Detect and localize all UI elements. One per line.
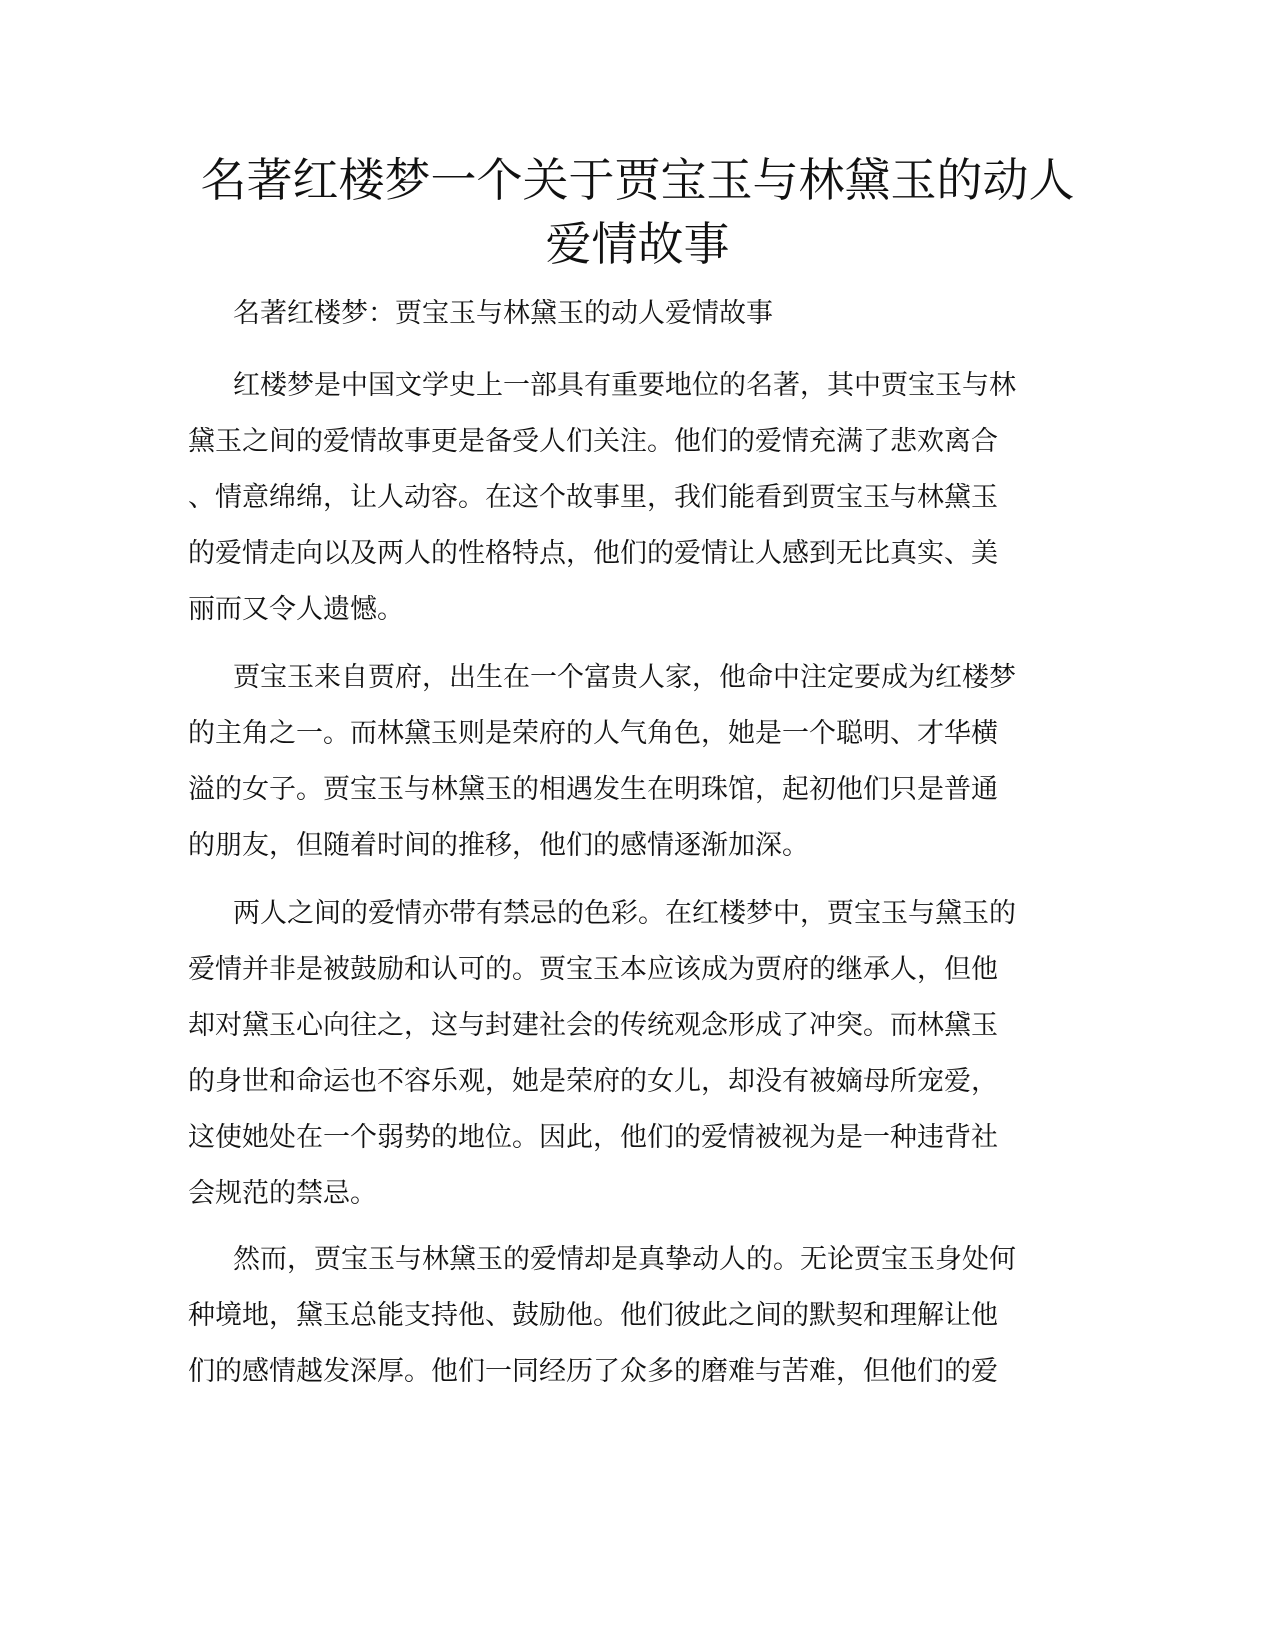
text-line: 种境地，黛玉总能支持他、鼓励他。他们彼此之间的默契和理解让他 [188,1300,998,1331]
title-line-2: 爱情故事 [545,217,730,271]
text-line: 的主角之一。而林黛玉则是荣府的人气角色，她是一个聪明、才华横 [188,718,998,749]
paragraph-sincerity [188,1232,1088,1400]
text-line: 的爱情走向以及两人的性格特点，他们的爱情让人感到无比真实、美 [188,538,998,569]
paragraph-intro [188,358,1088,638]
text-line: 溢的女子。贾宝玉与林黛玉的相遇发生在明珠馆，起初他们只是普通 [188,774,998,805]
paragraph-taboo [188,886,1088,1222]
text-line: 却对黛玉心向往之，这与封建社会的传统观念形成了冲突。而林黛玉 [188,1010,998,1041]
text-line: 们的感情越发深厚。他们一同经历了众多的磨难与苦难，但他们的爱 [188,1356,998,1387]
paragraph-characters [188,650,1088,874]
text-line: 红楼梦是中国文学史上一部具有重要地位的名著，其中贾宝玉与林 [233,370,1016,401]
text-line: 的身世和命运也不容乐观，她是荣府的女儿，却没有被嫡母所宠爱， [188,1066,998,1097]
text-line: 贾宝玉来自贾府，出生在一个富贵人家，他命中注定要成为红楼梦 [233,662,1016,693]
text-line: 爱情并非是被鼓励和认可的。贾宝玉本应该成为贾府的继承人，但他 [188,954,998,985]
title-line-1: 名著红楼梦一个关于贾宝玉与林黛玉的动人 [200,153,1075,207]
text-line: 丽而又令人遗憾。 [188,594,404,625]
text-line: 的朋友，但随着时间的推移，他们的感情逐渐加深。 [188,830,809,861]
text-line: 这使她处在一个弱势的地位。因此，他们的爱情被视为是一种违背社 [188,1122,998,1153]
text-line: 会规范的禁忌。 [188,1178,377,1209]
paragraph-subtitle [188,286,1088,342]
text-line: 两人之间的爱情亦带有禁忌的色彩。在红楼梦中，贾宝玉与黛玉的 [233,898,1016,929]
text-line: 、情意绵绵，让人动容。在这个故事里，我们能看到贾宝玉与林黛玉 [188,482,998,513]
text-line: 黛玉之间的爱情故事更是备受人们关注。他们的爱情充满了悲欢离合 [188,426,998,457]
text-line: 名著红楼梦：贾宝玉与林黛玉的动人爱情故事 [233,298,773,329]
text-line: 然而，贾宝玉与林黛玉的爱情却是真挚动人的。无论贾宝玉身处何 [233,1244,1016,1275]
document-title [180,148,1095,276]
